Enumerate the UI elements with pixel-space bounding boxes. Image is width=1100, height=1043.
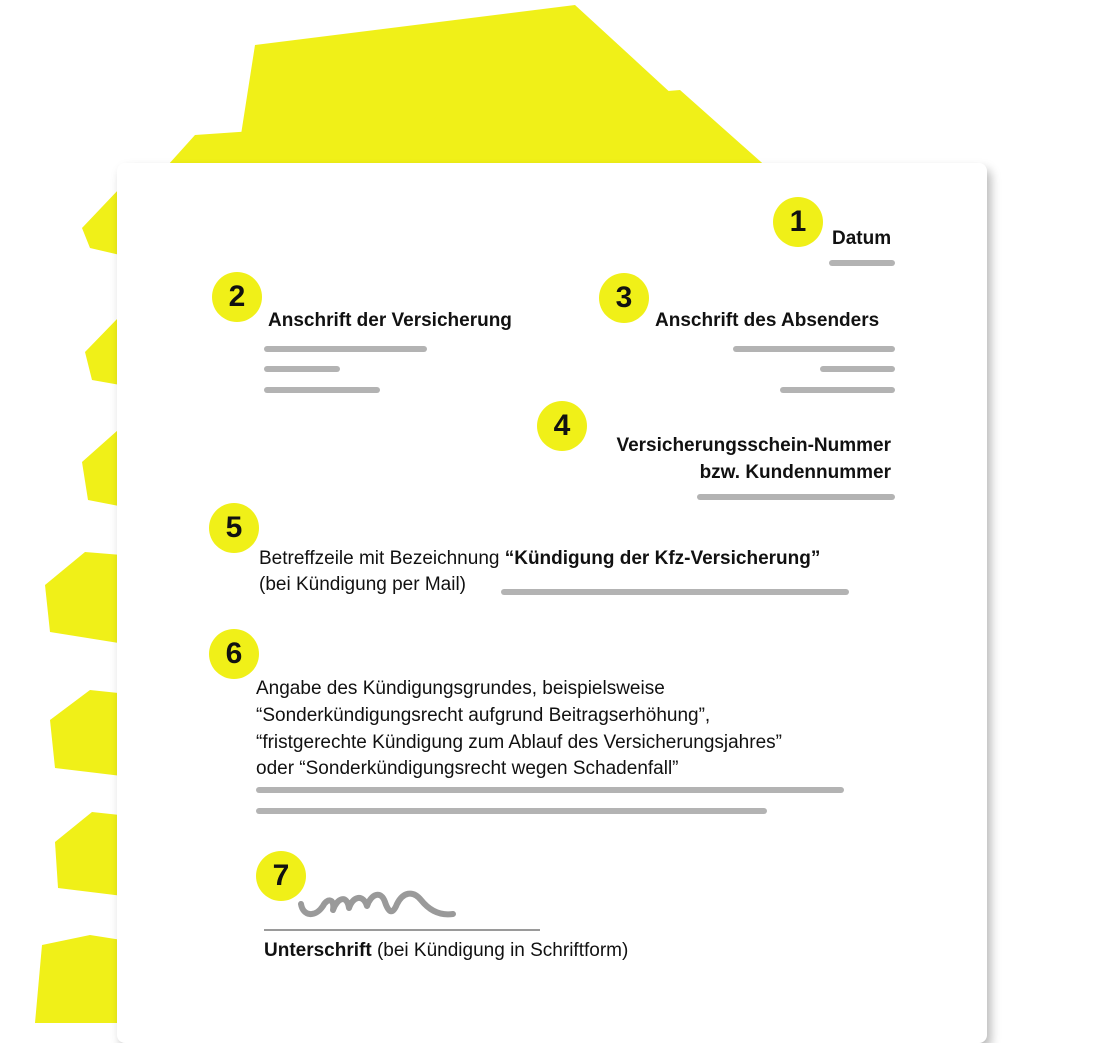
insurer-address-line <box>264 387 380 393</box>
subject-line-prefix: Betreffzeile mit Bezeichnung <box>259 548 505 569</box>
reason-text-line: “Sonderkündigungsrecht aufgrund Beitragserhöhung”, <box>256 705 711 726</box>
badge-3: 3 <box>599 273 649 323</box>
subject-line-placeholder <box>501 589 849 595</box>
reason-text-line: oder “Sonderkündigungsrecht wegen Schadenfall” <box>256 758 679 779</box>
reason-placeholder-line <box>256 787 844 793</box>
badge-6: 6 <box>209 629 259 679</box>
policy-number-label-line2: bzw. Kundennummer <box>699 462 891 483</box>
signature-label-rest: (bei Kündigung in Schriftform) <box>371 940 629 961</box>
badge-7: 7 <box>256 851 306 901</box>
policy-number-label-line1: Versicherungsschein-Nummer <box>616 435 891 456</box>
badge-1: 1 <box>773 197 823 247</box>
signature-label-bold: Unterschrift <box>264 940 372 961</box>
signature-scribble <box>293 880 463 925</box>
badge-4: 4 <box>537 401 587 451</box>
signature-line <box>264 929 540 931</box>
sender-address-line <box>733 346 895 352</box>
sender-address-line <box>780 387 895 393</box>
signature-label <box>264 938 628 964</box>
subject-line-text <box>259 546 820 572</box>
subject-line-note: (bei Kündigung per Mail) <box>259 574 467 595</box>
reason-text-line: Angabe des Kündigungsgrundes, beispielsweise <box>256 678 665 699</box>
date-label: Datum <box>832 228 892 249</box>
badge-5: 5 <box>209 503 259 553</box>
date-placeholder-line <box>829 260 895 266</box>
sender-address-line <box>820 366 895 372</box>
insurer-address-line <box>264 366 340 372</box>
insurer-address-line <box>264 346 427 352</box>
reason-text-line: “fristgerechte Kündigung zum Ablauf des Versicherungsjahres” <box>256 732 782 753</box>
policy-number-line <box>697 494 895 500</box>
reason-placeholder-line <box>256 808 767 814</box>
badge-2: 2 <box>212 272 262 322</box>
subject-line-emphasis: “Kündigung der Kfz-Versicherung” <box>504 548 821 569</box>
sender-address-label: Anschrift des Absenders <box>655 310 880 331</box>
insurer-address-label: Anschrift der Versicherung <box>268 310 512 331</box>
